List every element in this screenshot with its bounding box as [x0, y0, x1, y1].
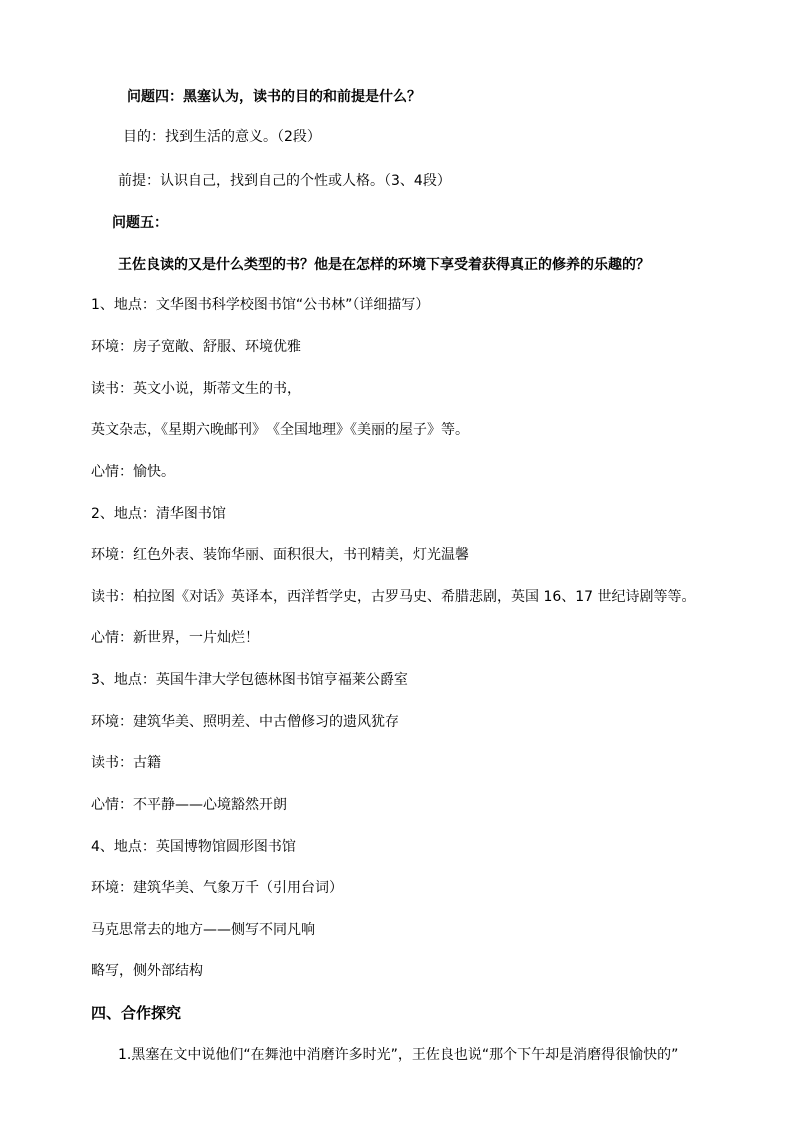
section4-heading: 四、合作探究 [91, 1004, 182, 1022]
place2-reading: 读书：柏拉图《对话》英译本，西洋哲学史，古罗马史、希腊悲剧，英国 16、17 世纪诗剧等等。 [91, 589, 696, 605]
place1-mood: 心情：愉快。 [91, 464, 175, 480]
q4-title: 问题四：黑塞认为，读书的目的和前提是什么？ [127, 89, 421, 105]
place3-location: 3、地点：英国牛津大学包德林图书馆亨福莱公爵室 [91, 672, 408, 688]
place2-mood: 心情：新世界，一片灿烂！ [91, 630, 259, 646]
place4-location: 4、地点：英国博物馆圆形图书馆 [91, 839, 296, 855]
place2-location: 2、地点：清华图书馆 [91, 506, 226, 522]
place1-reading: 读书：英文小说，斯蒂文生的书， [91, 381, 301, 397]
place1-environment: 环境：房子宽敞、舒服、环境优雅 [91, 339, 301, 355]
q5-title: 问题五： [112, 215, 168, 231]
place3-mood: 心情：不平静——心境豁然开朗 [91, 797, 287, 813]
place4-note-marx: 马克思常去的地方——侧写不同凡响 [91, 922, 315, 938]
place1-reading-cont: 英文杂志，《星期六晚邮刊》 《全国地理》《美丽的屋子》等。 [91, 422, 469, 438]
place1-location: 1、地点：文华图书科学校图书馆“公书林”（详细描写） [91, 297, 430, 313]
place4-note-brief: 略写，侧外部结构 [91, 963, 203, 979]
place3-reading: 读书：古籍 [91, 755, 161, 771]
place2-environment: 环境：红色外表、装饰华丽、面积很大，书刊精美，灯光温馨 [91, 547, 469, 563]
place4-environment: 环境：建筑华美、气象万千（引用台词） [91, 880, 343, 896]
q4-premise: 前提：认识自己，找到自己的个性或人格。（3、4段） [118, 173, 451, 189]
q4-purpose: 目的：找到生活的意义。（2段） [123, 129, 321, 145]
q5-question: 王佐良读的又是什么类型的书？他是在怎样的环境下享受着获得真正的修养的乐趣的？ [118, 257, 650, 273]
place3-environment: 环境：建筑华美、照明差、中古僧修习的遗风犹存 [91, 714, 399, 730]
section4-item1: 1.黑塞在文中说他们“在舞池中消磨许多时光”，王佐良也说“那个下午却是消磨得很愉快的” [118, 1047, 679, 1063]
